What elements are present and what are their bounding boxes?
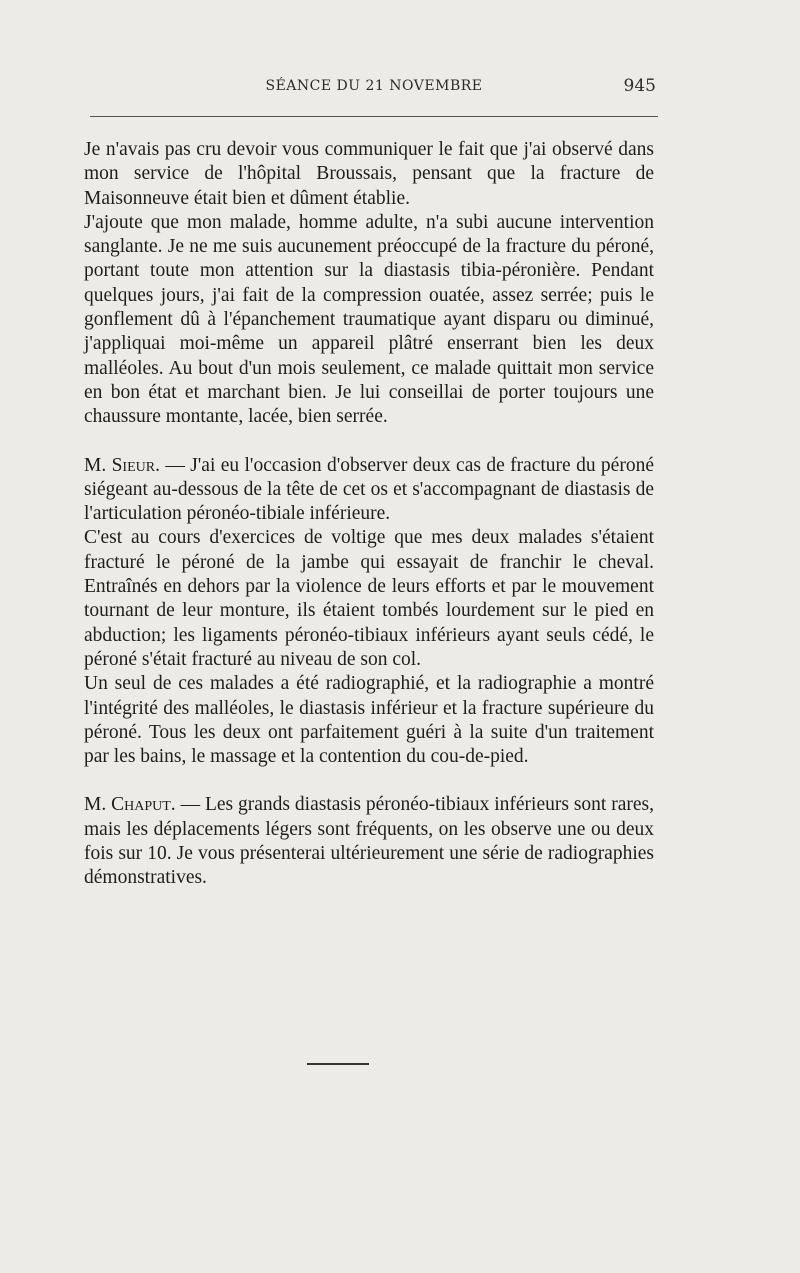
chaput-intervention [84,793,654,890]
running-title: SÉANCE DU 21 NOVEMBRE [265,78,483,94]
page-number: 945 [623,76,656,96]
page-header [90,78,658,102]
paragraph-treatment: J'ajoute que mon malade, homme adulte, n'a subi aucune intervention sanglante. Je ne me suis aucunement préoccupé de la fracture du péroné, portant toute mon attention sur la diastasis tibia-péronière. Pendant quelques jours, j'ai fait de la compression ouatée, assez serrée; puis le gonflement dû à l'épanchement traumatique ayant disparu ou diminué, j'appliquai moi-même un appareil plâtré enserrant bien les deux malléoles. Au bout d'un mois seulement, ce malade quittait mon service en bon état et marchant bien. Je lui conseillai de porter toujours une chaussure montante, lacée, bien serrée. [84,211,654,428]
header-rule [90,116,658,117]
sieur-paragraph-3: Un seul de ces malades a été radiographié, et la radiographie a montré l'intégrité des malléoles, le diastasis inférieur et la fracture supérieure du péroné. Tous les deux ont parfaitement guéri à la suite d'un traitement par les bains, le massage et la contention du cou-de-pied. [84,673,654,768]
sieur-paragraph-2: C'est au cours d'exercices de voltige que mes deux malades s'étaient fracturé le péroné de la jambe qui essayait de franchir le cheval. Entraînés en dehors par la violence de leurs efforts et par le mouvement tournant de leur monture, ils étaient tombés lourdement sur le pied en abduction; les ligaments péronéo-tibiaux inférieurs ayant seuls cédé, le péroné s'était fracturé au niveau de son col. [84,527,654,670]
paragraph-broussais: Je n'avais pas cru devoir vous communiquer le fait que j'ai observé dans mon service de l'hôpital Broussais, pensant que la fracture de Maisonneuve était bien et dûment établie. [84,139,654,209]
section-gap [84,430,654,454]
speaker-sieur: M. Sieur. [84,454,160,476]
body-text [84,138,654,891]
sieur-text-1: — J'ai eu l'occasion d'observer deux cas de fracture du péroné siégeant au-dessous de la tête de cet os et s'accompagnant de diastasis de l'articulation péronéo-tibiale inférieure. [84,454,654,525]
section-gap [84,769,654,793]
end-rule [307,1063,369,1065]
speaker-chaput: M. Chaput. [84,794,176,816]
chaput-text: — Les grands diastasis péronéo-tibiaux inférieurs sont rares, mais les déplacements légers sont fréquents, on les observe une ou deux fois sur 10. Je vous présenterai ultérieurement une série de radiographies démonstratives. [84,794,654,889]
sieur-intervention [84,454,654,527]
